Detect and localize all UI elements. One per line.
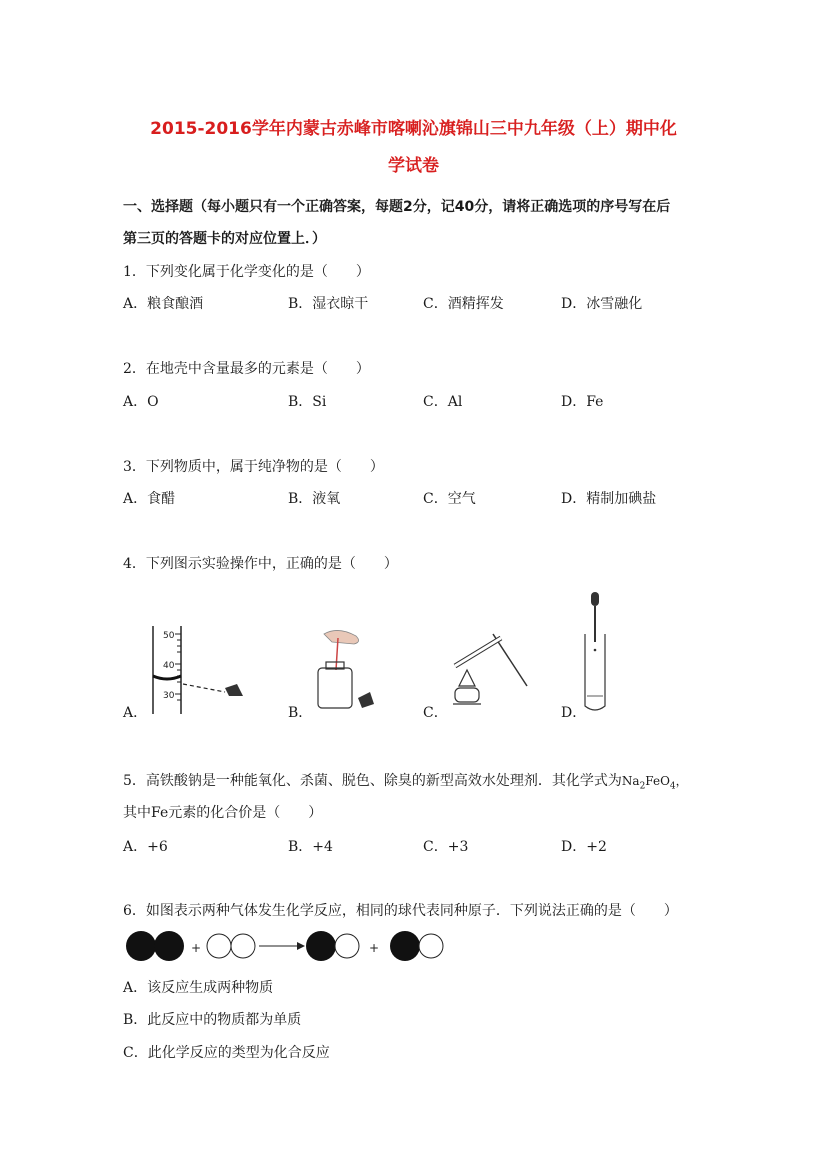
question-4-stem: 4．下列图示实验操作中，正确的是（ ）	[123, 556, 398, 572]
question-3-option-d: D．精制加碘盐	[561, 491, 657, 507]
question-5-option-d: D．+2	[561, 839, 607, 855]
plus-sign: +	[191, 941, 202, 955]
question-4-option-a: A．	[123, 705, 148, 721]
question-5-stem-text: 5．高铁酸钠是一种能氧化、杀菌、脱色、除臭的新型高效水处理剂．其化学式为	[123, 773, 622, 789]
question-6-option-b: B．此反应中的物质都为单质	[123, 1012, 302, 1028]
question-5-option-b: B．+4	[288, 839, 333, 855]
cylinder-tick-label: 30	[163, 691, 175, 701]
question-5-stem-line-2: 其中Fe元素的化合价是（ ）	[123, 805, 323, 821]
dropper-test-tube-figure	[580, 590, 610, 715]
question-3-option-a: A．食醋	[123, 491, 176, 507]
question-2-option-d: D．Fe	[561, 394, 604, 410]
question-1-stem: 1．下列变化属于化学变化的是（ ）	[123, 264, 370, 280]
page-title-line-1: 2015-2016学年内蒙古赤峰市喀喇沁旗锦山三中九年级（上）期中化	[150, 119, 677, 139]
cylinder-tick-label: 50	[163, 631, 175, 641]
question-1-option-c: C．酒精挥发	[423, 296, 504, 312]
question-4-option-c: C．	[423, 705, 448, 721]
section-heading-line-2: 第三页的答题卡的对应位置上．）	[123, 231, 326, 247]
question-1-option-d: D．冰雪融化	[561, 296, 643, 312]
chemical-formula: $Na_2FeO_4$，	[621, 774, 688, 792]
section-heading-line-1: 一、选择题（每小题只有一个正确答案，每题2分，记40分，请将正确选项的序号写在后	[123, 199, 671, 215]
heating-test-tube-figure	[445, 626, 535, 716]
page-title-line-2: 学试卷	[388, 156, 439, 176]
question-2-option-c: C．Al	[423, 394, 463, 410]
gas-jar-figure	[310, 628, 380, 713]
question-6-stem: 6．如图表示两种气体发生化学反应，相同的球代表同种原子．下列说法正确的是（ ）	[123, 903, 678, 919]
question-4-option-d: D．	[561, 705, 587, 721]
cylinder-tick-label: 40	[163, 661, 175, 671]
question-6-option-a: A．该反应生成两种物质	[123, 980, 274, 996]
question-2-option-a: A．O	[123, 394, 159, 410]
question-6-option-c: C．此化学反应的类型为化合反应	[123, 1045, 330, 1061]
question-4-option-b: B．	[288, 705, 313, 721]
question-5-option-a: A．+6	[123, 839, 168, 855]
question-5-option-c: C．+3	[423, 839, 469, 855]
graduated-cylinder-figure	[145, 622, 255, 717]
question-2-stem: 2．在地壳中含量最多的元素是（ ）	[123, 361, 370, 377]
question-2-option-b: B．Si	[288, 394, 327, 410]
question-3-stem: 3．下列物质中，属于纯净物的是（ ）	[123, 459, 384, 475]
question-1-option-b: B．湿衣晾干	[288, 296, 369, 312]
reaction-diagram	[125, 928, 445, 964]
question-3-option-b: B．液氧	[288, 491, 341, 507]
plus-sign: +	[369, 941, 380, 955]
question-3-option-c: C．空气	[423, 491, 476, 507]
question-1-option-a: A．粮食酿酒	[123, 296, 204, 312]
question-5-stem	[123, 770, 688, 791]
